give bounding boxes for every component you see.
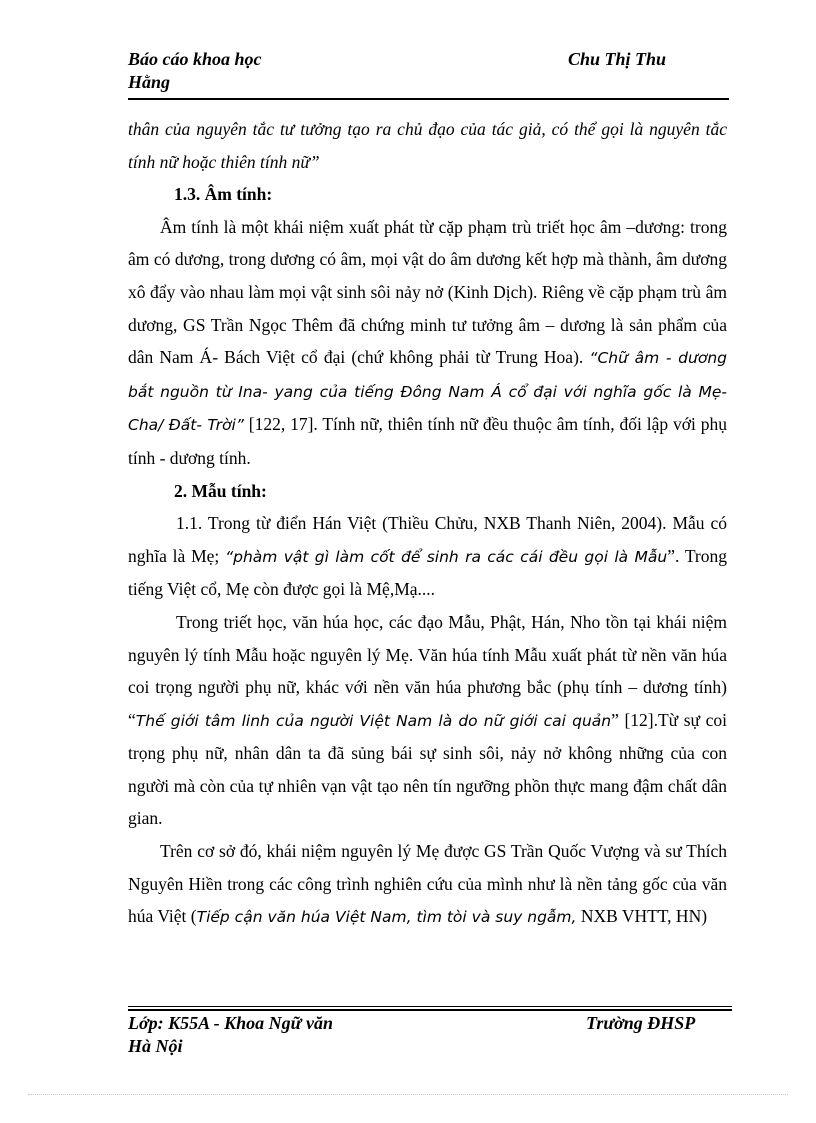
header-divider (128, 98, 729, 100)
paragraph-mau-tinh-philosophy (128, 606, 727, 835)
mau-def-text-2: ”. Trong tiếng Việt cổ, Mẹ còn được gọi là Mệ,Mạ.... (128, 545, 727, 600)
mau-def-quote: “phàm vật gì làm cốt để sinh ra các cái đều gọi là Mẫu (225, 547, 668, 566)
section-heading-mau-tinh: 2. Mẫu tính: (174, 480, 267, 501)
paragraph-am-tinh (128, 211, 727, 475)
page-bottom-border (28, 1094, 788, 1095)
footer-divider-thick (128, 1009, 732, 1011)
section-heading-am-tinh: 1.3. Âm tính: (174, 184, 273, 205)
mau-def-text-1: 1.1. Trong từ điển Hán Việt (Thiều Chửu, NXB Thanh Niên, 2004). Mẫu có nghĩa là Mẹ; (128, 513, 727, 566)
am-tinh-quote: “Chữ âm - dương bắt nguồn từ Ina- yang của tiếng Đông Nam Á cổ đại với nghĩa gốc là Mẹ- Cha/ Đất- Trời” (128, 349, 727, 435)
footer-class-info: Lớp: K55A - Khoa Ngữ văn (128, 1013, 333, 1033)
nguyen-ly-text-1: Trên cơ sở đó, khái niệm nguyên lý Mẹ được GS Trần Quốc Vượng và sư Thích Nguyên Hiền trong các công trình nghiên cứu của mình như là nền tảng gốc của văn húa Việt ( (128, 841, 727, 927)
mau-phil-text-1: Trong triết học, văn húa học, các đạo Mẫu, Phật, Hán, Nho tồn tại khái niệm nguyên lý tính Mẫu hoặc nguyên lý Mẹ. Văn húa tính Mẫu xuất phát từ nền văn húa coi trọng người phụ nữ, khác với nền văn húa phương bắc (phụ tính – dương tính) “ (128, 611, 727, 730)
footer-divider-thin (128, 1006, 732, 1007)
am-tinh-text-2: [122, 17]. Tính nữ, thiên tính nữ đều thuộc âm tính, đối lập với phụ tính - dương tính. (128, 414, 728, 468)
header-author-name: Chu Thị Thu (568, 49, 667, 69)
header-author-name-wrap: Hằng (128, 72, 171, 92)
paragraph-quote-continuation: thân của nguyên tắc tư tưởng tạo ra chủ đạo của tác giả, có thể gọi là nguyên tắc tính nữ hoặc thiên tính nữ” (128, 119, 727, 172)
paragraph-nguyen-ly-me (128, 835, 727, 934)
nguyen-ly-text-2: NXB VHTT, HN) (576, 906, 708, 927)
footer-school-city: Hà Nội (128, 1036, 183, 1056)
page-header (128, 48, 728, 100)
header-report-title: Báo cáo khoa học (128, 49, 262, 69)
mau-phil-text-2: ” [12].Từ sự coi trọng phụ nữ, nhân dân ta đã sủng bái sự sinh sôi, nảy nở không những của con người mà còn của tự nhiên vạn vật tạo nên tín ngưỡng phồn thực mang đậm chất dân gian. (128, 709, 727, 829)
document-body (128, 113, 727, 934)
paragraph-mau-tinh-definition (128, 507, 727, 606)
mau-phil-quote: Thế giới tâm linh của người Việt Nam là do nữ giới cai quản (135, 711, 612, 730)
am-tinh-text-1: Âm tính là một khái niệm xuất phát từ cặp phạm trù triết học âm –dương: trong âm có dương, trong dương có âm, mọi vật do âm dương kết hợp mà thành, âm dương xô đẩy vào nhau làm mọi vật sinh sôi nảy nở (Kinh Dịch). Riêng về cặp phạm trù âm dương, GS Trần Ngọc Thêm đã chứng minh tư tưởng âm – dương là sản phẩm của dân Nam Á- Bách Việt cổ đại (chứ không phải từ Trung Hoa). (128, 216, 727, 368)
nguyen-ly-book-title: Tiếp cận văn húa Việt Nam, tìm tòi và suy ngẫm, (196, 908, 577, 927)
footer-school-name: Trường ĐHSP (586, 1013, 696, 1033)
page-footer (128, 1012, 728, 1062)
